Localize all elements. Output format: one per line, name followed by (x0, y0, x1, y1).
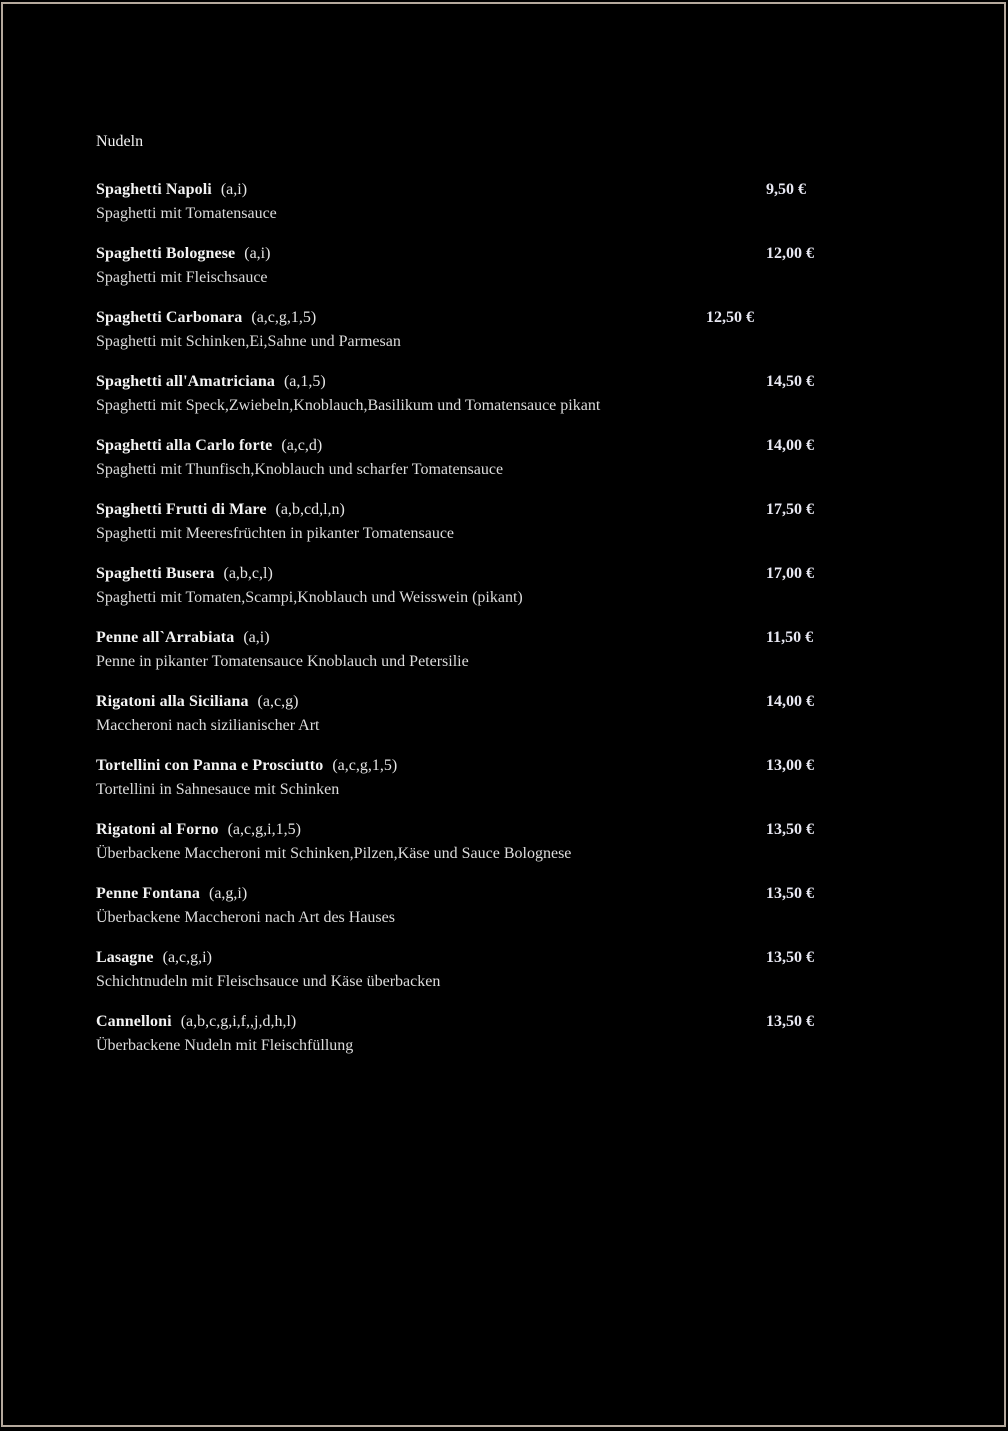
menu-item (96, 690, 926, 737)
menu-item (96, 754, 926, 801)
menu-item (96, 434, 926, 481)
dish-allergens: (a,i) (220, 181, 248, 198)
dish-name: Spaghetti all'Amatriciana (96, 373, 275, 390)
menu-item (96, 946, 926, 993)
dish-allergens: (a,c,g,1,5) (332, 757, 398, 774)
dish-description: Überbackene Nudeln mit Fleischfüllung (96, 1037, 354, 1054)
dish-allergens: (a,g,i) (208, 885, 248, 902)
menu-item (96, 626, 926, 673)
menu-item (96, 562, 926, 609)
dish-allergens: (a,c,g) (257, 693, 299, 710)
menu-item (96, 882, 926, 929)
menu-item-title-row (96, 946, 926, 970)
dish-price: 9,50 € (766, 181, 806, 198)
dish-price: 14,00 € (766, 693, 814, 710)
dish-name: Spaghetti alla Carlo forte (96, 437, 273, 454)
dish-allergens: (a,1,5) (283, 373, 326, 390)
menu-item (96, 1010, 926, 1057)
dish-price: 17,00 € (766, 565, 814, 582)
menu-item (96, 242, 926, 289)
dish-price: 13,00 € (766, 757, 814, 774)
dish-description: Tortellini in Sahnesauce mit Schinken (96, 781, 340, 798)
menu-item-title-row (96, 690, 926, 714)
dish-name: Spaghetti Busera (96, 565, 215, 582)
dish-name: Lasagne (96, 949, 154, 966)
menu-item-title-row (96, 882, 926, 906)
menu-item-title-row (96, 434, 926, 458)
menu-item (96, 818, 926, 865)
dish-name: Cannelloni (96, 1013, 172, 1030)
dish-price: 13,50 € (766, 949, 814, 966)
dish-description: Penne in pikanter Tomatensauce Knoblauch und Petersilie (96, 653, 469, 670)
dish-price: 13,50 € (766, 885, 814, 902)
menu-item-title-row (96, 370, 926, 394)
dish-description: Spaghetti mit Tomaten,Scampi,Knoblauch und Weisswein (pikant) (96, 589, 523, 606)
dish-allergens: (a,c,g,i,1,5) (227, 821, 301, 838)
menu-item (96, 370, 926, 417)
menu-item-title-row (96, 754, 926, 778)
menu-item-title-row (96, 498, 926, 522)
dish-description: Spaghetti mit Fleischsauce (96, 269, 268, 286)
dish-price: 12,50 € (706, 309, 754, 326)
menu-item (96, 178, 926, 225)
dish-price: 12,00 € (766, 245, 814, 262)
dish-name: Rigatoni al Forno (96, 821, 219, 838)
dish-name: Penne Fontana (96, 885, 200, 902)
menu-item-title-row (96, 1010, 926, 1034)
dish-description: Schichtnudeln mit Fleischsauce und Käse überbacken (96, 973, 441, 990)
menu-item-title-row (96, 242, 926, 266)
menu-content (96, 130, 926, 1074)
dish-description: Überbackene Maccheroni mit Schinken,Pilzen,Käse und Sauce Bolognese (96, 845, 572, 862)
dish-description: Spaghetti mit Tomatensauce (96, 205, 277, 222)
menu-item-title-row (96, 306, 926, 330)
dish-allergens: (a,b,c,l) (223, 565, 273, 582)
dish-description: Spaghetti mit Speck,Zwiebeln,Knoblauch,Basilikum und Tomatensauce pikant (96, 397, 601, 414)
dish-allergens: (a,c,g,i) (162, 949, 212, 966)
menu-list (96, 178, 926, 1057)
dish-allergens: (a,i) (243, 629, 270, 646)
menu-item (96, 498, 926, 545)
dish-allergens: (a,c,g,1,5) (251, 309, 317, 326)
dish-name: Penne all`Arrabiata (96, 629, 235, 646)
menu-item (96, 306, 926, 353)
dish-name: Rigatoni alla Siciliana (96, 693, 249, 710)
menu-item-title-row (96, 178, 926, 202)
dish-description: Spaghetti mit Meeresfrüchten in pikanter Tomatensauce (96, 525, 455, 542)
dish-description: Überbackene Maccheroni nach Art des Hauses (96, 909, 395, 926)
dish-price: 11,50 € (766, 629, 814, 646)
section-title: Nudeln (96, 133, 144, 150)
menu-item-title-row (96, 818, 926, 842)
dish-name: Spaghetti Bolognese (96, 245, 236, 262)
dish-price: 13,50 € (766, 821, 814, 838)
dish-price: 17,50 € (766, 501, 814, 518)
dish-description: Spaghetti mit Schinken,Ei,Sahne und Parmesan (96, 333, 401, 350)
dish-price: 13,50 € (766, 1013, 814, 1030)
dish-description: Spaghetti mit Thunfisch,Knoblauch und scharfer Tomatensauce (96, 461, 504, 478)
menu-item-title-row (96, 562, 926, 586)
dish-allergens: (a,b,c,g,i,f,,j,d,h,l) (180, 1013, 297, 1030)
dish-name: Tortellini con Panna e Prosciutto (96, 757, 324, 774)
dish-allergens: (a,c,d) (281, 437, 323, 454)
dish-name: Spaghetti Napoli (96, 181, 212, 198)
dish-name: Spaghetti Frutti di Mare (96, 501, 267, 518)
dish-description: Maccheroni nach sizilianischer Art (96, 717, 320, 734)
dish-allergens: (a,i) (244, 245, 271, 262)
menu-item-title-row (96, 626, 926, 650)
dish-price: 14,00 € (766, 437, 814, 454)
dish-price: 14,50 € (766, 373, 814, 390)
dish-name: Spaghetti Carbonara (96, 309, 243, 326)
dish-allergens: (a,b,cd,l,n) (275, 501, 345, 518)
